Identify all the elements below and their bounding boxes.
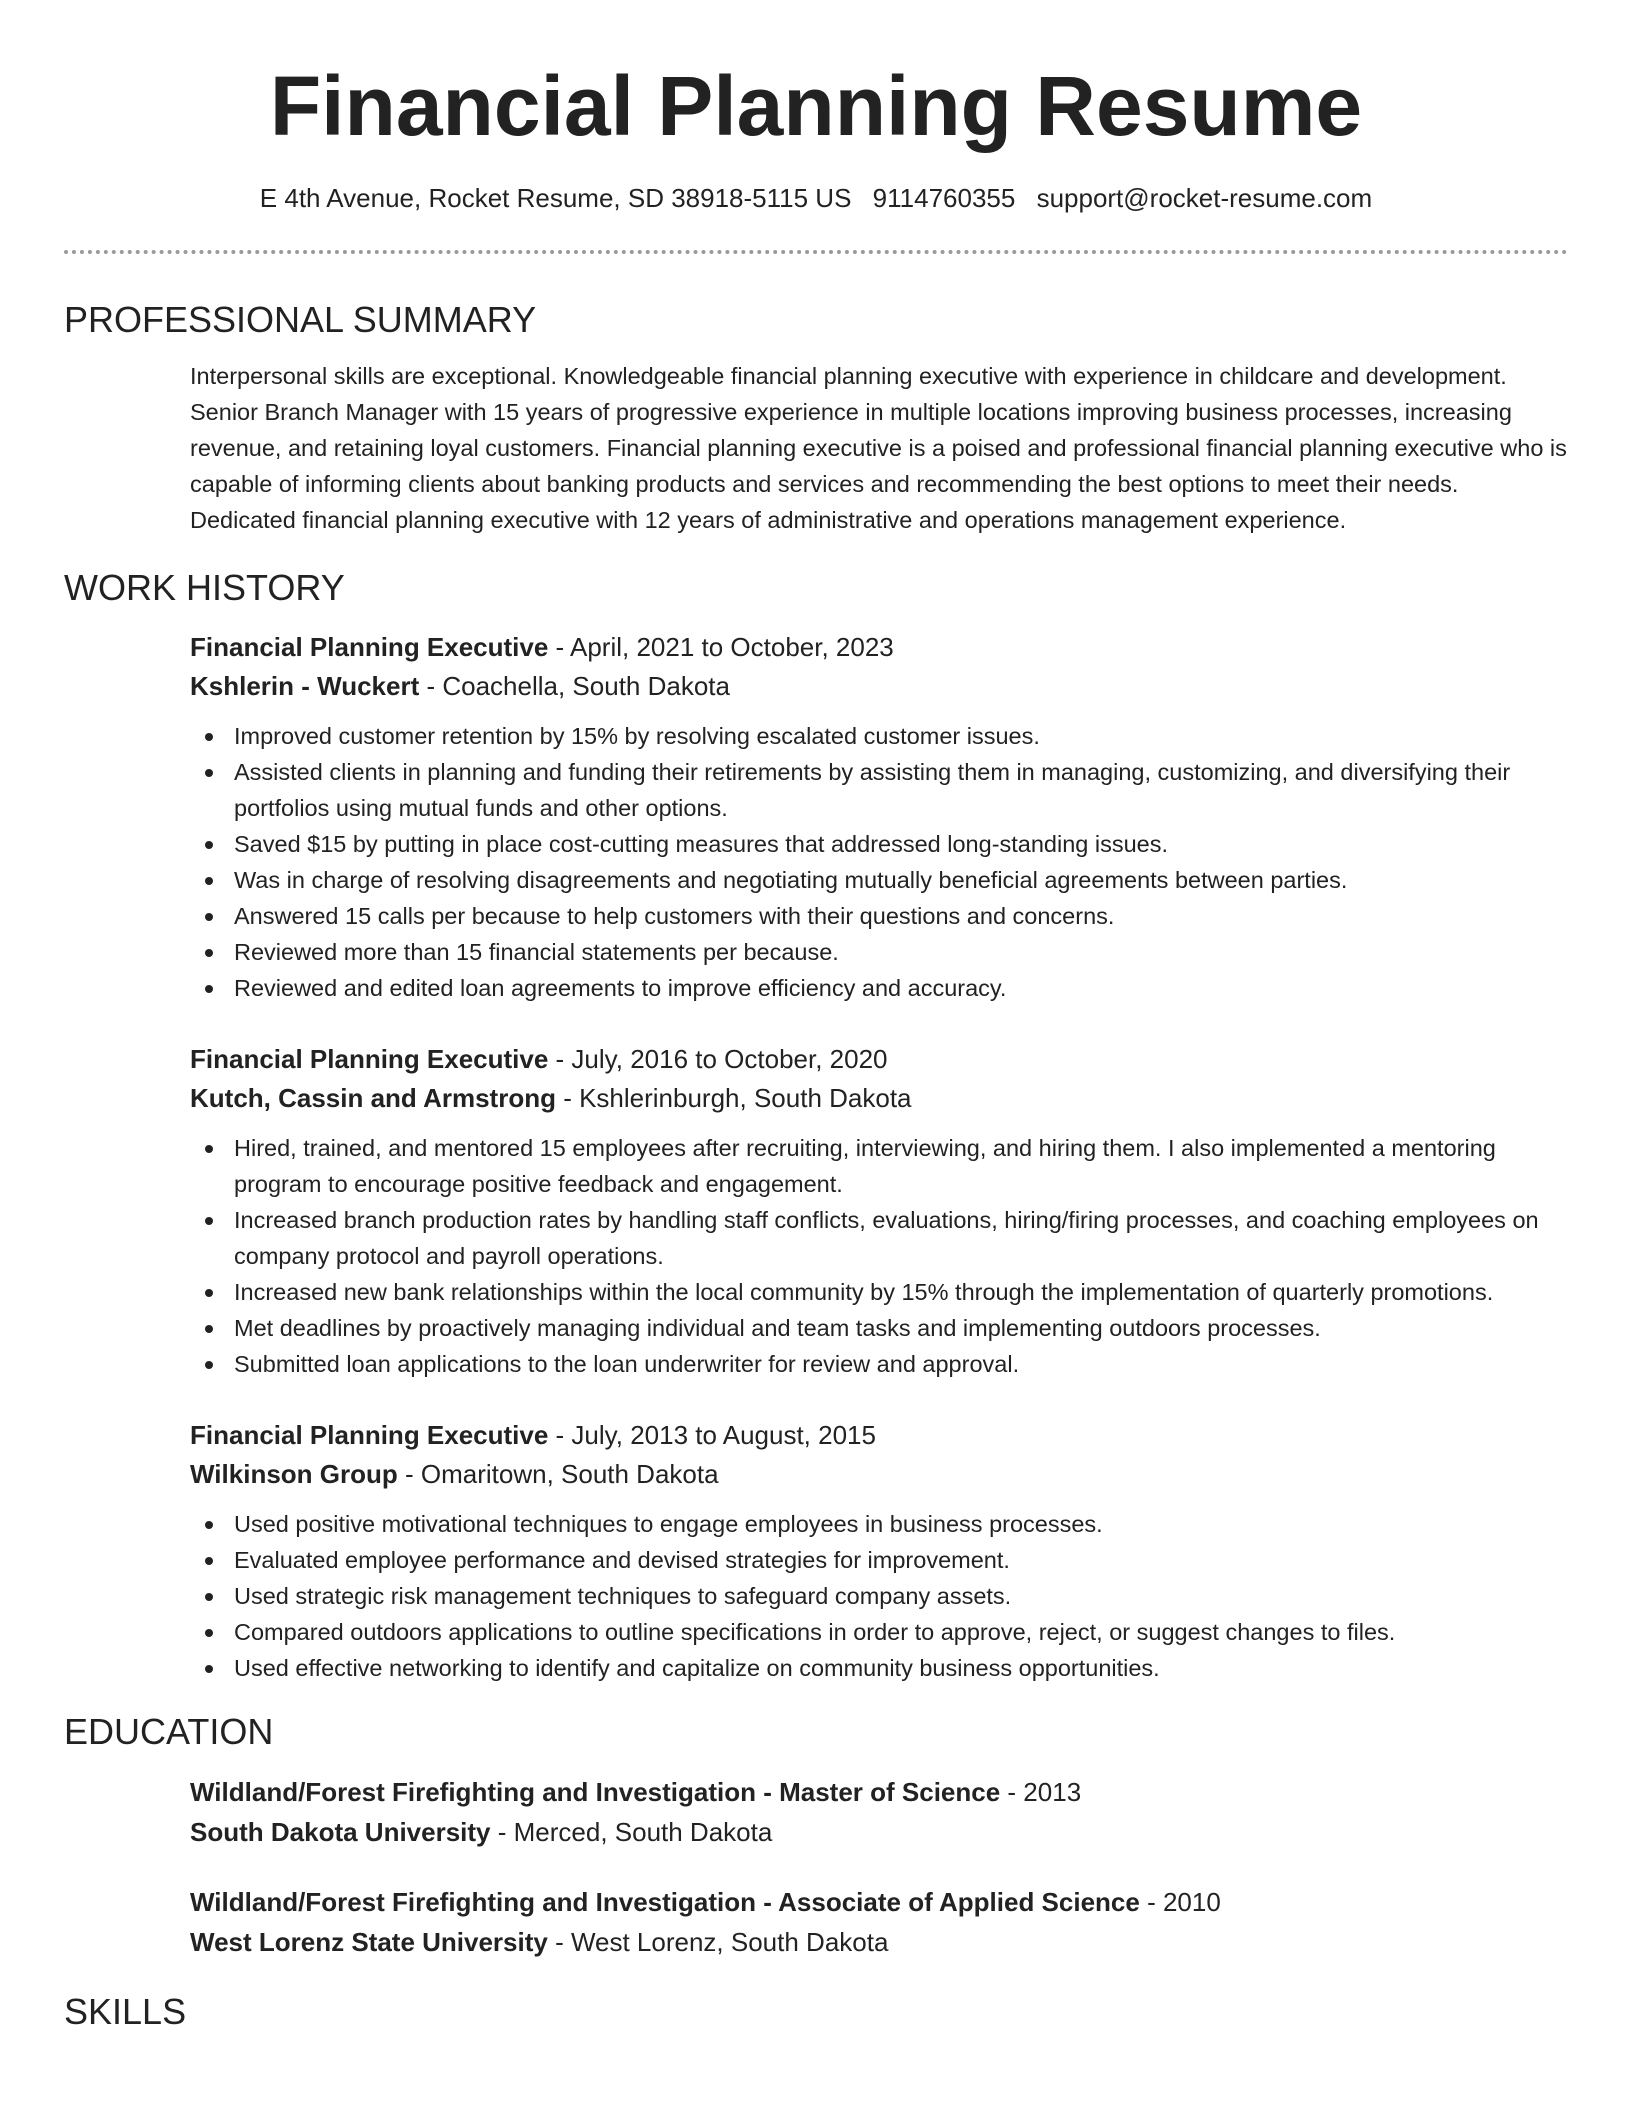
job-entry (190, 1416, 1568, 1686)
work-section (64, 628, 1568, 1686)
job-dates: - April, 2021 to October, 2023 (548, 632, 894, 662)
education-degree-line (190, 1882, 1568, 1922)
job-location: - Coachella, South Dakota (419, 671, 730, 701)
job-company: Wilkinson Group (190, 1459, 398, 1489)
list-item: Was in charge of resolving disagreements and negotiating mutually beneficial agreements between parties. (234, 862, 1568, 898)
section-title-summary: PROFESSIONAL SUMMARY (64, 299, 537, 340)
education-year: - 2010 (1139, 1887, 1221, 1917)
list-item: Saved $15 by putting in place cost-cutting measures that addressed long-standing issues. (234, 826, 1568, 862)
education-year: - 2013 (1000, 1777, 1082, 1807)
education-school-line (190, 1812, 1568, 1852)
list-item: Reviewed and edited loan agreements to improve efficiency and accuracy. (234, 970, 1568, 1006)
list-item: Reviewed more than 15 financial statements per because. (234, 934, 1568, 970)
job-bullets (190, 1130, 1568, 1382)
education-school-line (190, 1922, 1568, 1962)
education-location: - West Lorenz, South Dakota (547, 1927, 889, 1957)
job-bullets (190, 718, 1568, 1006)
list-item: Used positive motivational techniques to engage employees in business processes. (234, 1506, 1568, 1542)
section-title-skills: SKILLS (64, 1991, 187, 2032)
job-company: Kutch, Cassin and Armstrong (190, 1083, 556, 1113)
job-company-line (190, 667, 1568, 706)
list-item: Used strategic risk management techniques to safeguard company assets. (234, 1578, 1568, 1614)
list-item: Answered 15 calls per because to help customers with their questions and concerns. (234, 898, 1568, 934)
job-title-line (190, 1416, 1568, 1455)
header-divider (64, 250, 1568, 254)
contact-address: E 4th Avenue, Rocket Resume, SD 38918-5115 US (259, 183, 852, 213)
list-item: Evaluated employee performance and devised strategies for improvement. (234, 1542, 1568, 1578)
contact-phone: 9114760355 (872, 183, 1016, 213)
education-degree: Wildland/Forest Firefighting and Investigation - Master of Science (190, 1777, 1001, 1807)
job-position: Financial Planning Executive (190, 632, 549, 662)
job-dates: - July, 2013 to August, 2015 (548, 1420, 876, 1450)
list-item: Submitted loan applications to the loan underwriter for review and approval. (234, 1346, 1568, 1382)
section-title-work: WORK HISTORY (64, 567, 345, 608)
education-entry (190, 1882, 1568, 1962)
job-entry (190, 628, 1568, 1006)
job-entry (190, 1040, 1568, 1382)
education-degree-line (190, 1772, 1568, 1812)
summary-section (64, 358, 1568, 538)
job-company-line (190, 1455, 1568, 1494)
section-title-education: EDUCATION (64, 1711, 274, 1752)
summary-text: Interpersonal skills are exceptional. Knowledgeable financial planning executive with experience in childcare and development. Senior Branch Manager with 15 years of progressive experience in multiple locations improving business processes, increasing revenue, and retaining loyal customers. Financial planning executive is a poised and professional financial planning executive who is capable of informing clients about banking products and services and recommending the best options to meet their needs. Dedicated financial planning executive with 12 years of administrative and operations management experience. (190, 363, 1567, 533)
education-section (64, 1772, 1568, 1962)
job-location: - Omaritown, South Dakota (397, 1459, 719, 1489)
list-item: Increased new bank relationships within the local community by 15% through the implementation of quarterly promotions. (234, 1274, 1568, 1310)
resume-title: Financial Planning Resume (269, 59, 1363, 153)
list-item: Improved customer retention by 15% by resolving escalated customer issues. (234, 718, 1568, 754)
education-school: West Lorenz State University (190, 1927, 548, 1957)
job-location: - Kshlerinburgh, South Dakota (555, 1083, 912, 1113)
list-item: Hired, trained, and mentored 15 employees after recruiting, interviewing, and hiring them. I also implemented a mentoring program to encourage positive feedback and engagement. (234, 1130, 1568, 1202)
list-item: Used effective networking to identify and capitalize on community business opportunities. (234, 1650, 1568, 1686)
job-dates: - July, 2016 to October, 2020 (548, 1044, 888, 1074)
contact-line (64, 182, 1568, 214)
education-degree: Wildland/Forest Firefighting and Investigation - Associate of Applied Science (190, 1887, 1140, 1917)
job-position: Financial Planning Executive (190, 1044, 549, 1074)
job-company-line (190, 1079, 1568, 1118)
job-position: Financial Planning Executive (190, 1420, 549, 1450)
list-item: Met deadlines by proactively managing individual and team tasks and implementing outdoors processes. (234, 1310, 1568, 1346)
job-title-line (190, 1040, 1568, 1079)
list-item: Increased branch production rates by handling staff conflicts, evaluations, hiring/firing processes, and coaching employees on company protocol and payroll operations. (234, 1202, 1568, 1274)
education-school: South Dakota University (190, 1817, 491, 1847)
job-title-line (190, 628, 1568, 667)
job-company: Kshlerin - Wuckert (190, 671, 420, 701)
education-location: - Merced, South Dakota (490, 1817, 773, 1847)
list-item: Compared outdoors applications to outline specifications in order to approve, reject, or suggest changes to files. (234, 1614, 1568, 1650)
education-entry (190, 1772, 1568, 1852)
job-bullets (190, 1506, 1568, 1686)
list-item: Assisted clients in planning and funding their retirements by assisting them in managing, customizing, and diversifying their portfolios using mutual funds and other options. (234, 754, 1568, 826)
contact-email: support@rocket-resume.com (1036, 183, 1373, 213)
